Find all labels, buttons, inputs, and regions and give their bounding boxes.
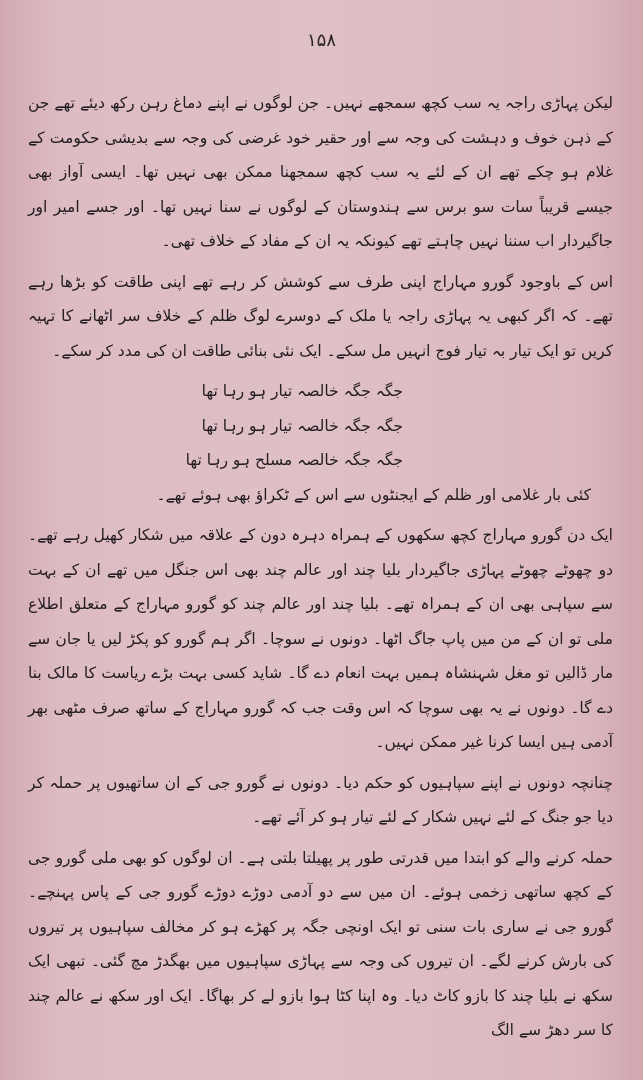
paragraph-3: کئی بار غلامی اور ظلم کے ایجنٹوں سے اس کے ٹکراؤ بھی ہوئے تھے۔ (156, 485, 591, 504)
paragraph-6: حملہ کرنے والے کو ابتدا میں قدرتی طور پر پھیلتا بلتی ہے۔ ان لوگوں کو بھی ملی گورو جی کے کچھ ساتھی زخمی ہوئے۔ ان میں سے دو آدمی دوڑے دوڑے گورو جی کے پاس پہنچے۔ گورو جی نے ساری بات سنی تو ایک اونچی جگہ پر کھڑے ہو کر مخالف سپاہیوں پر تیروں کی بارش کرنے لگے۔ ان تیروں کی وجہ سے پہاڑی سپاہیوں میں بھگدڑ مچ گئی۔ تبھی ایک سکھ نے بلیا چند کا بازو کاٹ دیا۔ وہ اپنا کٹا ہوا بازو لے کر بھاگا۔ ایک اور سکھ نے عالم چند کا سر دھڑ سے الگ (28, 848, 613, 1039)
verse-line-1: جگہ جگہ خالصہ تیار ہو رہا تھا (201, 382, 403, 400)
verse-line-3: جگہ جگہ خالصہ مسلح ہو رہا تھا (185, 451, 403, 469)
paragraph-5: چنانچہ دونوں نے اپنے سپاہیوں کو حکم دیا۔ دونوں نے گورو جی کے ان ساتھیوں پر حملہ کر دیا جو جنگ کے لئے نہیں شکار کے لئے تیار ہو کر آئے تھے۔ (28, 773, 613, 826)
verse-line-2: جگہ جگہ خالصہ تیار ہو رہا تھا (201, 416, 403, 435)
page-text (28, 86, 613, 1054)
paragraph-2: اس کے باوجود گورو مہاراج اپنی طرف سے کوشش کر رہے تھے اپنی طاقت کو بڑھا رہے تھے۔ کہ اگر کبھی یہ پہاڑی راجہ یا ملک کے دوسرے لوگ ظلم کے خلاف سر اٹھانے کا تہیہ کریں تو ایک تیار بہ تیار فوج انہیں مل سکے۔ ایک نئی بنائی طاقت ان کی مدد کر سکے۔ (28, 272, 613, 360)
paragraph-4: ایک دن گورو مہاراج کچھ سکھوں کے ہمراہ دہرہ دون کے علاقہ میں شکار کھیل رہے تھے۔ دو چھوٹے چھوٹے پہاڑی جاگیردار بلیا چند اور عالم چند بھی اس جنگل میں تھے ان کے بہت سے سپاہی بھی ان کے ہمراہ تھے۔ بلیا چند اور عالم چند کو گورو مہاراج کے متعلق اطلاع ملی تو ان کے من میں پاپ جاگ اٹھا۔ دونوں نے سوچا۔ اگر ہم گورو کو پکڑ لیں یا جان سے مار ڈالیں تو مغل شہنشاہ ہمیں بہت انعام دے گا۔ شاید کسی بہت بڑے ریاست کا مالک بنا دے گا۔ دونوں نے یہ بھی سوچا کہ اس وقت جب کہ گورو مہاراج کے ساتھ صرف مٹھی بھر آدمی ہیں ایسا کرنا غیر ممکن نہیں۔ (28, 526, 613, 751)
paragraph-1: لیکن پہاڑی راجہ یہ سب کچھ سمجھے نہیں۔ جن لوگوں نے اپنے دماغ رہن رکھ دیئے تھے جن کے ذہن خوف و دہشت کی وجہ سے اور حقیر خود غرضی کی وجہ سے بدیشی حکومت کے غلام ہو چکے تھے ان کے لئے یہ سب کچھ سمجھنا ممکن بھی نہیں تھا۔ ایسی آواز بھی جیسے قریباً سات سو برس سے ہندوستان کے لوگوں نے سنا نہیں تھا۔ اور جسے امیر اور جاگیردار اب سننا نہیں چاہتے تھے کیونکہ یہ ان کے مفاد کے خلاف تھی۔ (28, 94, 613, 250)
page-number: ۱۵۸ (306, 30, 336, 51)
